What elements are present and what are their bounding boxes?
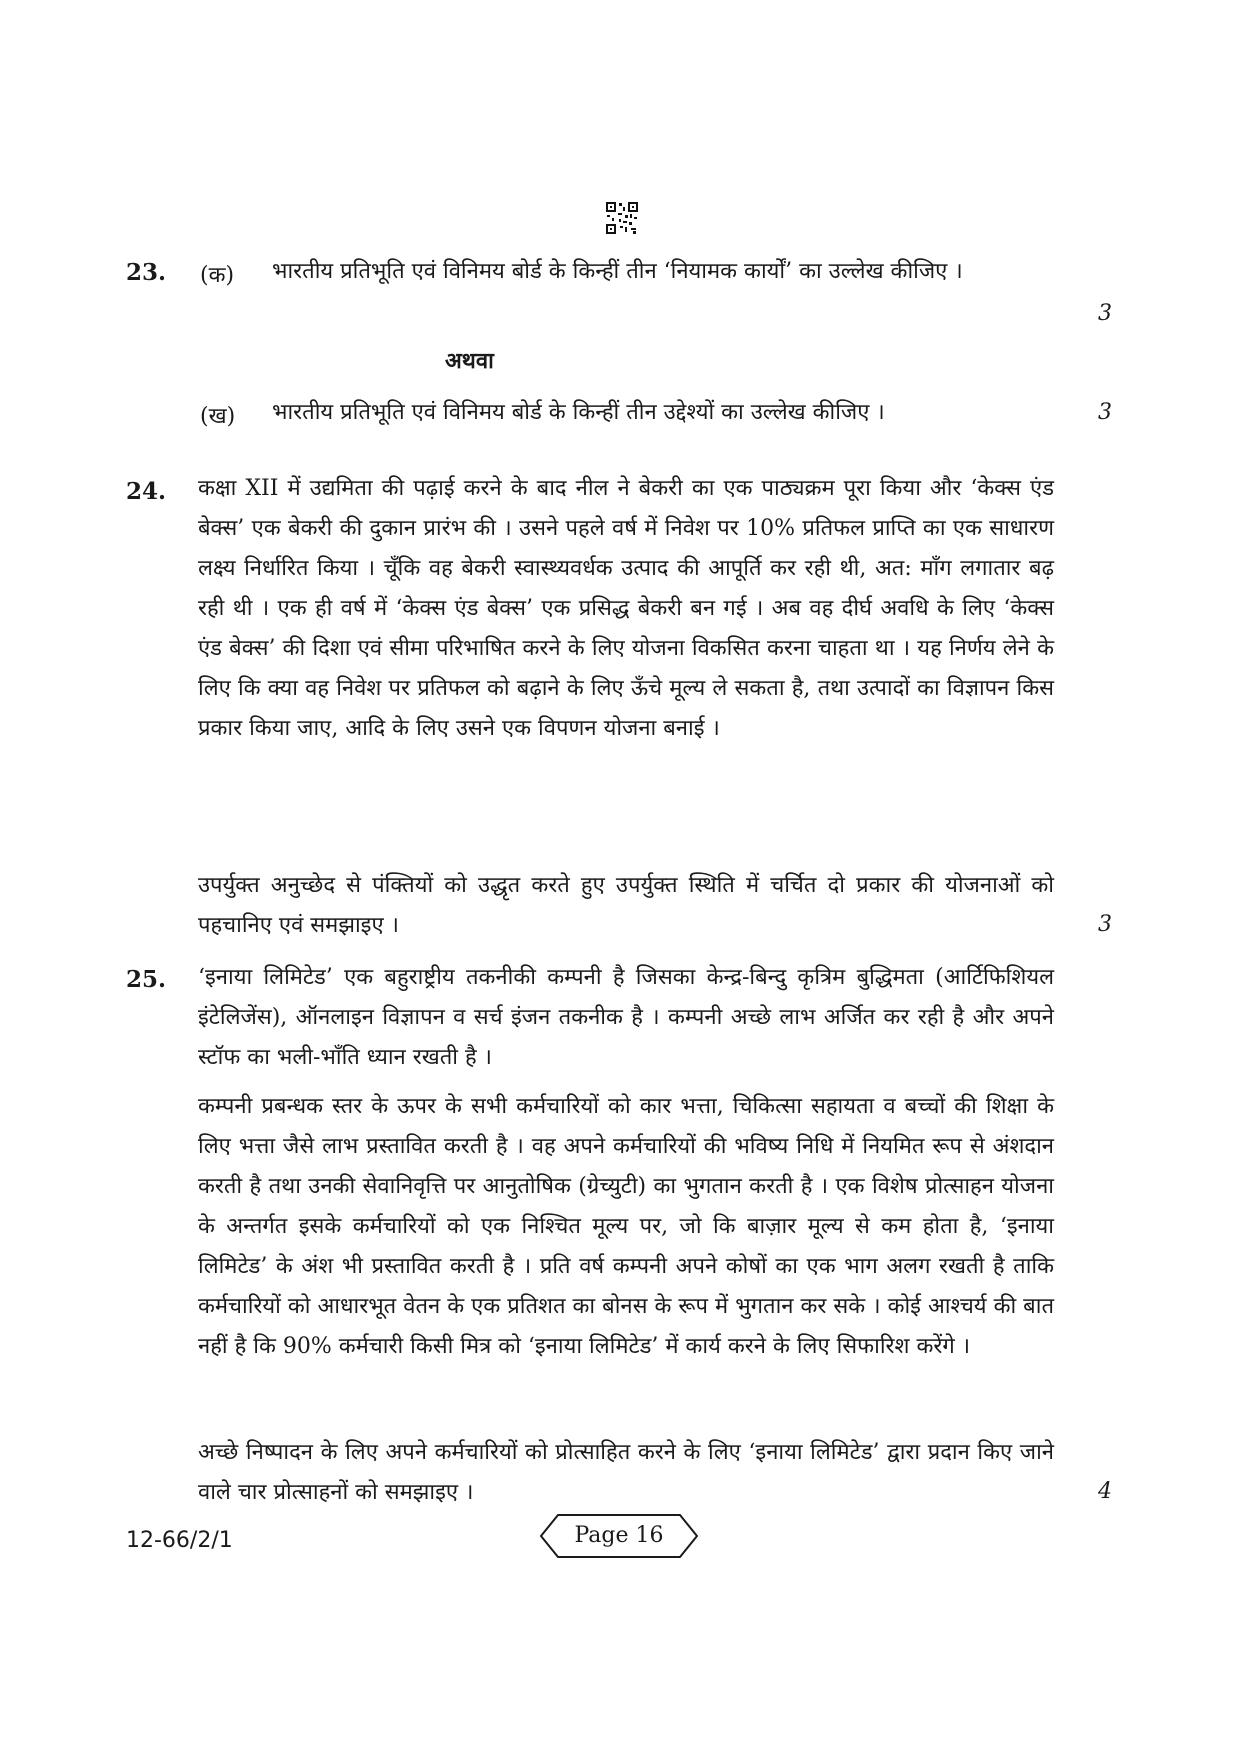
question-23b-label: (ख) xyxy=(200,404,236,429)
question-23a-text: भारतीय प्रतिभूति एवं विनिमय बोर्ड के किन्हीं तीन ‘नियामक कार्यों’ का उल्लेख कीजिए । xyxy=(272,259,963,284)
question-24-number: 24. xyxy=(126,478,167,505)
page-number: Page 16 xyxy=(574,1523,664,1548)
page-number-badge xyxy=(538,1512,700,1560)
question-23-number: 23. xyxy=(126,259,167,286)
question-25-number: 25. xyxy=(126,966,167,993)
question-23a-marks: 3 xyxy=(1098,301,1112,326)
question-23a-label: (क) xyxy=(200,263,235,288)
question-25-question: अच्छे निष्पादन के लिए अपने कर्मचारियों को प्रोत्साहित करने के लिए ‘इनाया लिमिटेड’ द्वारा प्रदान किए जाने वाले चार प्रोत्साहनों को समझाइए । xyxy=(198,1440,1054,1505)
question-23b-text: भारतीय प्रतिभूति एवं विनिमय बोर्ड के किन्हीं तीन उद्देश्यों का उल्लेख कीजिए । xyxy=(272,400,885,425)
question-25-passage-2: कम्पनी प्रबन्धक स्तर के ऊपर के सभी कर्मचारियों को कार भत्ता, चिकित्सा सहायता व बच्चों की शिक्षा के लिए भत्ता जैसे लाभ प्रस्तावित करती है । वह अपने कर्मचारियों की भविष्य निधि में नियमित रूप से अंशदान करती है तथा उनकी सेवानिवृत्ति पर आनुतोषिक (ग्रेच्युटी) का भुगतान करती है । एक विशेष प्रोत्साहन योजना के अन्तर्गत इसके कर्मचारियों को एक निश्चित मूल्य पर, जो कि बाज़ार मूल्य से कम होता है, ‘इनाया लिमिटेड’ के अंश भी प्रस्तावित करती है । प्रति वर्ष कम्पनी अपने कोषों का एक भाग अलग रखती है ताकि कर्मचारियों को आधारभूत वेतन के एक प्रतिशत का बोनस के रूप में भुगतान कर सके । कोई आश्चर्य की बात नहीं है कि 90% कर्मचारी किसी मित्र को ‘इनाया लिमिटेड’ में कार्य करने के लिए सिफारिश करेंगे । xyxy=(198,1094,1054,1359)
qr-code-icon xyxy=(605,201,639,235)
question-24-marks: 3 xyxy=(1098,912,1112,937)
question-24-passage: कक्षा XII में उद्यमिता की पढ़ाई करने के बाद नील ने बेकरी का एक पाठ्यक्रम पूरा किया और ‘केक्स एंड बेक्स’ एक बेकरी की दुकान प्रारंभ की । उसने पहले वर्ष में निवेश पर 10% प्रतिफल प्राप्ति का एक साधारण लक्ष्य निर्धारित किया । चूँकि वह बेकरी स्वास्थ्यवर्धक उत्पाद की आपूर्ति कर रही थी, अत: माँग लगातार बढ़ रही थी । एक ही वर्ष में ‘केक्स एंड बेक्स’ एक प्रसिद्ध बेकरी बन गई । अब वह दीर्घ अवधि के लिए ‘केक्स एंड बेक्स’ की दिशा एवं सीमा परिभाषित करने के लिए योजना विकसित करना चाहता था । यह निर्णय लेने के लिए कि क्या वह निवेश पर प्रतिफल को बढ़ाने के लिए ऊँचे मूल्य ले सकता है, तथा उत्पादों का विज्ञापन किस प्रकार किया जाए, आदि के लिए उसने एक विपणन योजना बनाई । xyxy=(198,476,1054,741)
or-separator: अथवा xyxy=(445,348,494,374)
question-25-marks: 4 xyxy=(1098,1479,1112,1504)
question-25-passage-1: ‘इनाया लिमिटेड’ एक बहुराष्ट्रीय तकनीकी कम्पनी है जिसका केन्द्र-बिन्दु कृत्रिम बुद्धिमता (आर्टिफिशियल इंटेलिजेंस), ऑनलाइन विज्ञापन व सर्च इंजन तकनीक है । कम्पनी अच्छे लाभ अर्जित कर रही है और अपने स्टॉफ का भली-भाँति ध्यान रखती है । xyxy=(198,965,1054,1070)
question-23b-marks: 3 xyxy=(1098,400,1112,425)
paper-code: 12-66/2/1 xyxy=(126,1528,233,1553)
question-24-question: उपर्युक्त अनुच्छेद से पंक्तियों को उद्धृत करते हुए उपर्युक्त स्थिति में चर्चित दो प्रकार की योजनाओं को पहचानिए एवं समझाइए । xyxy=(198,873,1054,938)
